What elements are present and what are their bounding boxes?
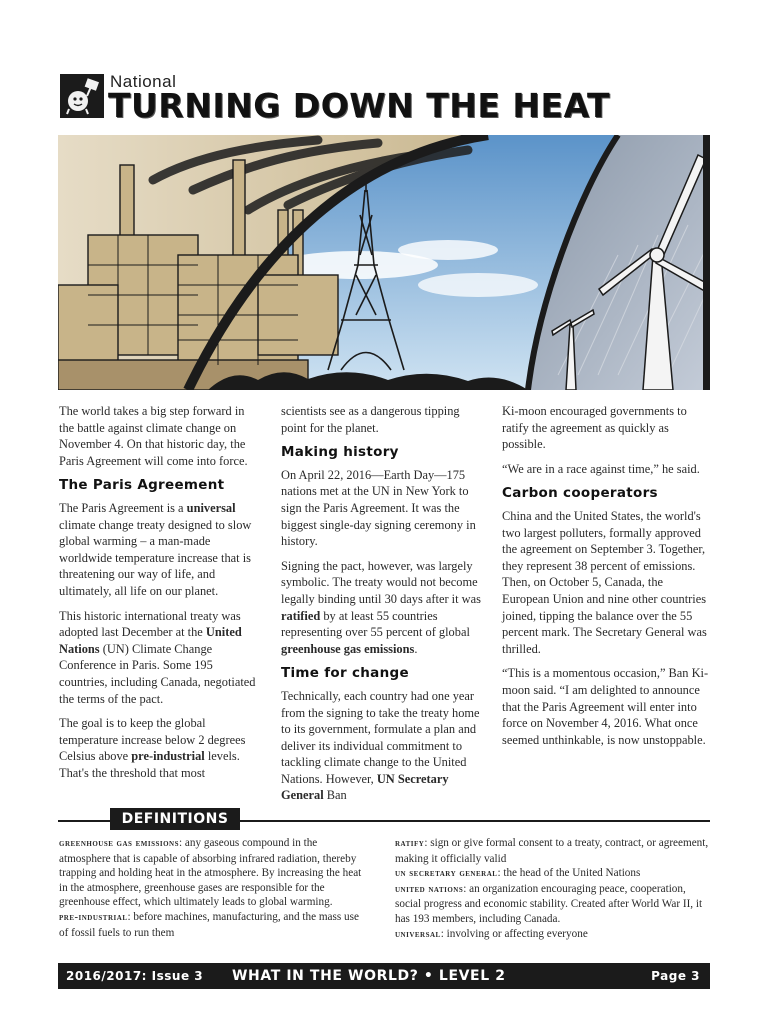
quote-paragraph: “This is a momentous occasion,” Ban Ki-moon said. “I am delighted to announce that the Paris Agreement will enter into force on November 4, 2016. What once seemed unthinkable, is now unstoppable. — [502, 666, 709, 747]
section-kicker: National — [110, 72, 177, 91]
keyword-pre-industrial: pre-industrial — [131, 749, 205, 764]
definition-term: united nations — [395, 883, 464, 895]
page-title: TURNING DOWN THE HEAT — [108, 86, 611, 125]
publication-logo — [60, 74, 104, 118]
paragraph: On April 22, 2016—Earth Day—175 nations met at the UN in New York to sign the Paris Agreement. It was the biggest single-day signing ceremony in history. — [281, 467, 476, 549]
paragraph: The Paris Agreement is a universal climate change treaty designed to slow global warming – a man-made worldwide temperature increase that is threatening our way of life, and ultimately, all life on our planet. — [59, 500, 252, 598]
definition-entry: pre-industrial: before machines, manufacturing, and the mass use of fossil fuels to run them — [59, 910, 359, 939]
paragraph: Ki-moon encouraged governments to ratify the agreement as quickly as possible. — [502, 404, 687, 452]
definition-term: pre-industrial — [59, 911, 128, 923]
definition-entry: ratify: sign or give formal consent to a treaty, contract, or agreement, making it officially valid — [395, 837, 709, 865]
definition-term: greenhouse gas emissions — [59, 838, 179, 849]
article-column-3 — [502, 403, 710, 756]
subheading-paris-agreement: The Paris Agreement — [59, 477, 225, 494]
definitions-column-left — [59, 836, 364, 940]
publication-title: WHAT IN THE WORLD? • LEVEL 2 — [232, 968, 506, 984]
definitions-label: DEFINITIONS — [110, 808, 240, 830]
paragraph: Signing the pact, however, was largely symbolic. The treaty would not become legally binding until 30 days after it was ratified by at least 55 countries representing over 55 percent of global greenhouse gas emissions. — [281, 558, 481, 656]
definition-term: universal — [395, 928, 441, 940]
page-number: Page 3 — [651, 969, 700, 983]
definition-term: un secretary general — [395, 868, 498, 880]
keyword-ratified: ratified — [281, 608, 321, 623]
subheading-making-history: Making history — [281, 444, 399, 461]
page-footer — [58, 963, 710, 989]
keyword-greenhouse-gas-emissions: greenhouse gas emissions — [281, 641, 415, 656]
paragraph: scientists see as a dangerous tipping point for the planet. — [281, 404, 460, 435]
quote-paragraph: “We are in a race against time,” he said. — [502, 461, 700, 476]
intro-paragraph: The world takes a big step forward in the battle against climate change on November 4. On that historic day, the Paris Agreement will come into force. — [59, 404, 248, 468]
hero-illustration — [58, 135, 710, 390]
paragraph: The goal is to keep the global temperature increase below 2 degrees Celsius above pre-industrial levels. That's the threshold that most — [59, 716, 246, 780]
article-column-1 — [59, 403, 259, 789]
paragraph: China and the United States, the world's two largest polluters, formally approved the agreement on September 3. Together, they represent 38 percent of emissions. Then, on October 5, Canada, the European Union and nine other countries joined, tipping the balance over the 55 percent mark. The Secretary General was thrilled. — [502, 508, 707, 656]
definition-entry: greenhouse gas emissions: any gaseous compound in the atmosphere that is capable of absorbing infrared radiation, thereby trapping and holding heat in the atmosphere. By increasing the heat in the atmosphere, greenhouse gases are responsible for the greenhouse effect, which ultimately leads to global warming. — [59, 837, 362, 909]
globe-mascot-icon — [60, 74, 104, 118]
keyword-un-secretary-general: UN Secretary General — [281, 771, 449, 803]
keyword-united-nations: United Nations — [59, 625, 242, 656]
paragraph: This historic international treaty was adopted last December at the United Nations (UN) Climate Change Conference in Paris. Some 195 countries, including Canada, negotiated the terms of the pact. — [59, 608, 256, 706]
definition-entry: un secretary general: the head of the United Nations — [395, 867, 641, 880]
definition-entry: universal: involving or affecting everyone — [395, 927, 588, 940]
paragraph: Technically, each country had one year from the signing to take the treaty home to its government, formulate a plan and deliver its individual commitment to tackling climate change to the United Nations. However, UN Secretary General Ban — [281, 688, 480, 803]
definition-entry: united nations: an organization encouraging peace, cooperation, social progress and economic stability. Created after World War II, it has 193 members, including Canada. — [395, 882, 703, 925]
definition-term: ratify — [395, 838, 425, 849]
subheading-time-for-change: Time for change — [281, 665, 409, 682]
keyword-universal: universal — [186, 500, 236, 515]
subheading-carbon-cooperators: Carbon cooperators — [502, 485, 658, 502]
definitions-column-right — [395, 836, 710, 942]
issue-label: 2016/2017: Issue 3 — [66, 969, 204, 983]
article-column-2 — [281, 403, 485, 812]
